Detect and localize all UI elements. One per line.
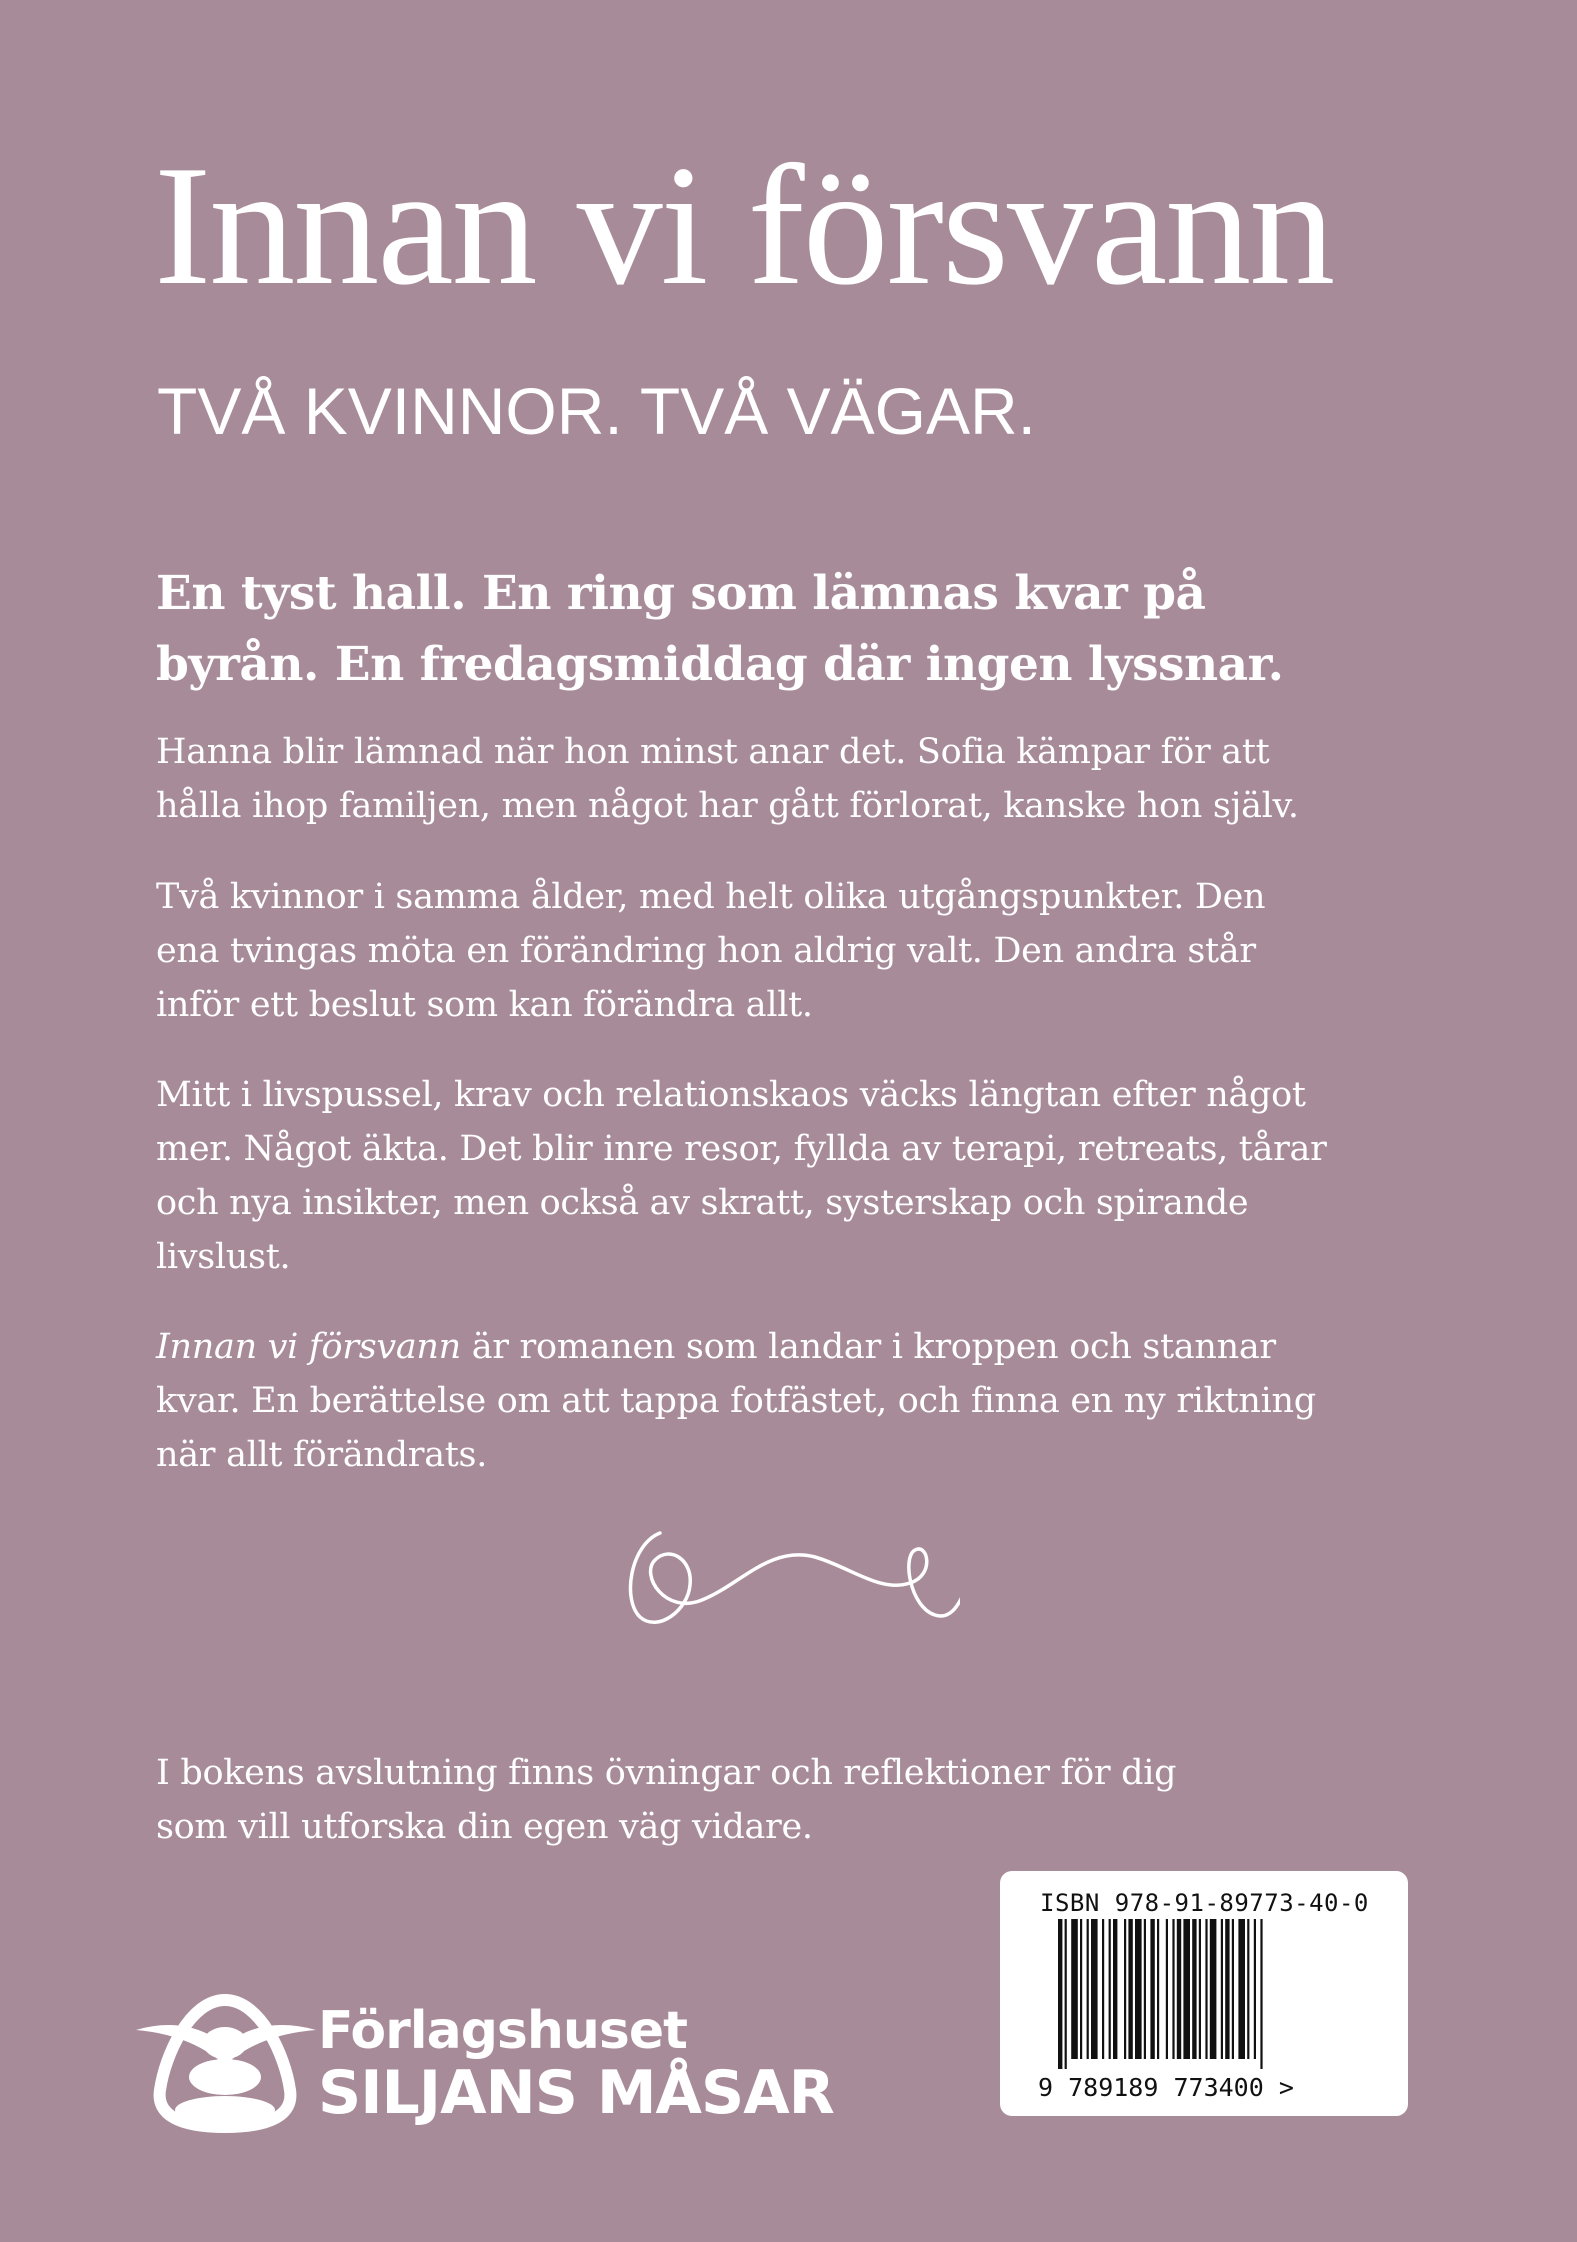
text-line: hålla ihop familjen, men något har gått förlorat, kanske hon själv. <box>156 786 1299 826</box>
barcode-bar <box>1238 1919 1245 2059</box>
barcode-bar <box>1192 1919 1196 2059</box>
barcode-bar <box>1144 1919 1146 2059</box>
text-line: mer. Något äkta. Det blir inre resor, fyllda av terapi, retreats, tårar <box>156 1129 1327 1169</box>
tagline: TVÅ KVINNOR. TVÅ VÄGAR. <box>157 374 1036 448</box>
barcode-bar <box>1225 1919 1229 2059</box>
closing-note <box>156 1746 1456 1854</box>
barcode-bar <box>1172 1919 1174 2059</box>
text-fragment: är romanen som landar i kroppen och stannar <box>460 1327 1276 1367</box>
barcode-bar <box>1087 1919 1089 2059</box>
publisher-logo <box>130 1985 860 2135</box>
barcode-bar <box>1124 1919 1126 2059</box>
text-line: ena tvingas möta en förändring hon aldrig valt. Den andra står <box>156 931 1256 971</box>
text-line: I bokens avslutning finns övningar och reflektioner för dig <box>156 1753 1177 1793</box>
text-line: inför ett beslut som kan förändra allt. <box>156 985 813 1025</box>
text-line <box>156 1320 1456 1374</box>
stacked-stones-gull-icon <box>130 1985 320 2135</box>
barcode-bar <box>1128 1919 1132 2059</box>
barcode-bar <box>1177 1919 1181 2059</box>
barcode-bar <box>1247 1919 1249 2059</box>
barcode-bar <box>1210 1919 1217 2059</box>
barcode-bar <box>1260 1919 1262 2069</box>
barcode-bar <box>1065 1919 1067 2069</box>
text-line: kvar. En berättelse om att tappa fotfästet, och finna en ny riktning <box>156 1381 1316 1421</box>
barcode-bar <box>1080 1919 1082 2059</box>
text-line: när allt förändrats. <box>156 1435 488 1475</box>
blurb-paragraph-3 <box>156 1068 1456 1284</box>
barcode-bar <box>1109 1919 1111 2059</box>
barcode-bar <box>1150 1919 1154 2059</box>
ean-digits: 9 789189 773400 > <box>1038 2073 1294 2102</box>
isbn-barcode-box <box>1000 1871 1408 2116</box>
publisher-name-line-2: SILJANS MÅSAR <box>318 2058 834 2128</box>
text-line: och nya insikter, men också av skratt, systerskap och spirande <box>156 1183 1249 1223</box>
blurb-paragraph-1 <box>156 725 1456 833</box>
isbn-label: ISBN 978-91-89773-40-0 <box>1040 1889 1369 1917</box>
barcode-bar <box>1254 1919 1256 2059</box>
barcode-bar <box>1157 1919 1159 2059</box>
barcode-icon <box>1058 1919 1328 2069</box>
barcode-bar <box>1071 1919 1078 2059</box>
flourish-ornament-icon <box>610 1505 960 1635</box>
publisher-name-line-1: Förlagshuset <box>318 2001 687 2061</box>
text-line: Hanna blir lämnad när hon minst anar det. Sofia kämpar för att <box>156 732 1270 772</box>
barcode-bar <box>1221 1919 1223 2059</box>
barcode-bar <box>1113 1919 1117 2059</box>
lead-line: byrån. En fredagsmiddag där ingen lyssnar. <box>156 637 1284 692</box>
barcode-bar <box>1232 1919 1234 2059</box>
barcode-bar <box>1205 1919 1207 2059</box>
text-line: som vill utforska din egen väg vidare. <box>156 1807 813 1847</box>
italic-title: Innan vi försvann <box>156 1327 461 1367</box>
text-line: Mitt i livspussel, krav och relationskaos väcks längtan efter något <box>156 1075 1306 1115</box>
barcode-bar <box>1199 1919 1201 2059</box>
lead-text <box>156 558 1456 700</box>
barcode-bar <box>1102 1919 1104 2059</box>
book-title: Innan vi försvann <box>154 131 1334 321</box>
barcode-bar <box>1183 1919 1190 2059</box>
barcode-bar <box>1166 1919 1168 2059</box>
blurb-paragraph-2 <box>156 870 1456 1032</box>
text-line: Två kvinnor i samma ålder, med helt olika utgångspunkter. Den <box>156 877 1266 917</box>
blurb-paragraph-4 <box>156 1320 1456 1482</box>
text-line: livslust. <box>156 1237 291 1277</box>
barcode-bar <box>1135 1919 1142 2059</box>
lead-line: En tyst hall. En ring som lämnas kvar på <box>156 566 1206 621</box>
barcode-bar <box>1091 1919 1098 2059</box>
barcode-bar <box>1058 1919 1062 2069</box>
